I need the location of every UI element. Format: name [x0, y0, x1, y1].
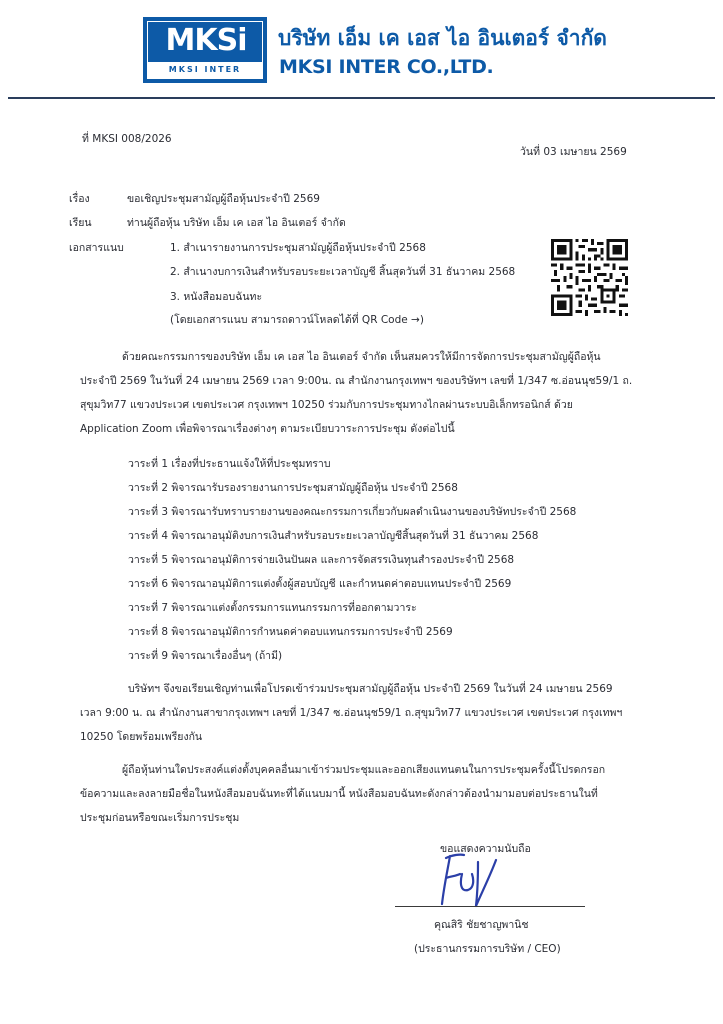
agenda-item: วาระที่ 6 พิจารณาอนุมัติการแต่งตั้งผู้สอบบัญชี และกำหนดค่าตอบแทนประจำปี 2569	[128, 578, 512, 590]
logo-frame	[147, 21, 263, 79]
attachments-label: เอกสารแนบ	[69, 242, 124, 254]
attachment-item: 3. หนังสือมอบฉันทะ	[170, 291, 263, 303]
handwritten-signature	[438, 852, 498, 908]
invitation-line: บริษัทฯ จึงขอเรียนเชิญท่านเพื่อโปรดเข้าร่วมประชุมสามัญผู้ถือหุ้น ประจำปี 2569 ในวันที่ 24 เมษายน 2569	[128, 683, 613, 695]
signature-line	[395, 906, 585, 907]
agenda-item: วาระที่ 9 พิจารณาเรื่องอื่นๆ (ถ้ามี)	[128, 650, 283, 662]
letter-date: วันที่ 03 เมษายน 2569	[520, 146, 627, 158]
logo-strip: MKSI INTER	[148, 62, 262, 78]
attachment-item: 1. สำเนารายงานการประชุมสามัญผู้ถือหุ้นประจำปี 2568	[170, 242, 426, 254]
agenda-item: วาระที่ 5 พิจารณาอนุมัติการจ่ายเงินปันผล และการจัดสรรเงินทุนสำรองประจำปี 2568	[128, 554, 515, 566]
company-name-thai: บริษัท เอ็ม เค เอส ไอ อินเตอร์ จำกัด	[278, 26, 607, 50]
attachments-note: (โดยเอกสารแนบ สามารถดาวน์โหลดได้ที่ QR Code →)	[170, 314, 424, 326]
signer-name: คุณสิริ ชัยชาญพานิช	[434, 919, 529, 931]
intro-line: ประจำปี 2569 ในวันที่ 24 เมษายน 2569 เวลา 9:00น. ณ สำนักงานกรุงเทพฯ ของบริษัทฯ เลขที่ 1/347 ซ.อ่อนนุช59/1 ถ.	[80, 375, 633, 387]
agenda-item: วาระที่ 7 พิจารณาแต่งตั้งกรรมการแทนกรรมการที่ออกตามวาระ	[128, 602, 417, 614]
agenda-item: วาระที่ 2 พิจารณารับรองรายงานการประชุมสามัญผู้ถือหุ้น ประจำปี 2568	[128, 482, 458, 494]
attachment-item: 2. สำเนางบการเงินสำหรับรอบระยะเวลาบัญชี สิ้นสุดวันที่ 31 ธันวาคม 2568	[170, 266, 516, 278]
signer-title: (ประธานกรรมการบริษัท / CEO)	[414, 943, 561, 955]
agenda-item: วาระที่ 3 พิจารณารับทราบรายงานของคณะกรรมการเกี่ยวกับผลดำเนินงานของบริษัทประจำปี 2568	[128, 506, 577, 518]
company-logo	[143, 17, 267, 83]
company-name-english: MKSI INTER CO.,LTD.	[279, 56, 494, 78]
letterhead	[0, 0, 723, 100]
agenda-item: วาระที่ 4 พิจารณาอนุมัติงบการเงินสำหรับรอบระยะเวลาบัญชีสิ้นสุดวันที่ 31 ธันวาคม 2568	[128, 530, 539, 542]
invitation-line: 10250 โดยพร้อมเพรียงกัน	[80, 731, 203, 743]
logo-mark: MKSi	[165, 23, 247, 58]
reference-number: ที่ MKSI 008/2026	[82, 133, 172, 145]
intro-line: สุขุมวิท77 แขวงประเวศ เขตประเวศ กรุงเทพฯ 10250 ร่วมกับการประชุมทางไกลผ่านระบบอิเล็กทรอนิกส์ ด้วย	[80, 399, 573, 411]
subject-text: ขอเชิญประชุมสามัญผู้ถือหุ้นประจำปี 2569	[127, 193, 320, 205]
agenda-item: วาระที่ 1 เรื่องที่ประธานแจ้งให้ที่ประชุมทราบ	[128, 458, 331, 470]
subject-label: เรื่อง	[69, 193, 90, 205]
proxy-line: ประชุมก่อนหรือขณะเริ่มการประชุม	[80, 812, 240, 824]
closing-text: ขอแสดงความนับถือ	[440, 843, 531, 855]
qr-code-icon[interactable]	[551, 239, 628, 316]
header-divider	[8, 97, 715, 99]
recipient-text: ท่านผู้ถือหุ้น บริษัท เอ็ม เค เอส ไอ อินเตอร์ จำกัด	[127, 217, 346, 229]
recipient-label: เรียน	[69, 217, 92, 229]
intro-line: ด้วยคณะกรรมการของบริษัท เอ็ม เค เอส ไอ อินเตอร์ จำกัด เห็นสมควรให้มีการจัดการประชุมสามัญผู้ถือหุ้น	[122, 351, 601, 363]
proxy-line: ผู้ถือหุ้นท่านใดประสงค์แต่งตั้งบุคคลอื่นมาเข้าร่วมประชุมและออกเสียงแทนตนในการประชุมครั้งนี้โปรดกรอก	[122, 764, 606, 776]
proxy-line: ข้อความและลงลายมือชื่อในหนังสือมอบฉันทะที่ได้แนบมานี้ หนังสือมอบฉันทะดังกล่าวต้องนำมามอบต่อประธานในที่	[80, 788, 598, 800]
invitation-line: เวลา 9:00 น. ณ สำนักงานสาขากรุงเทพฯ เลขที่ 1/347 ซ.อ่อนนุช59/1 ถ.สุขุมวิท77 แขวงประเวศ เขตประเวศ กรุงเทพฯ	[80, 707, 623, 719]
agenda-item: วาระที่ 8 พิจารณาอนุมัติการกำหนดค่าตอบแทนกรรมการประจำปี 2569	[128, 626, 453, 638]
intro-line: Application Zoom เพื่อพิจารณาเรื่องต่างๆ ตามระเบียบวาระการประชุม ดังต่อไปนี้	[80, 423, 455, 435]
